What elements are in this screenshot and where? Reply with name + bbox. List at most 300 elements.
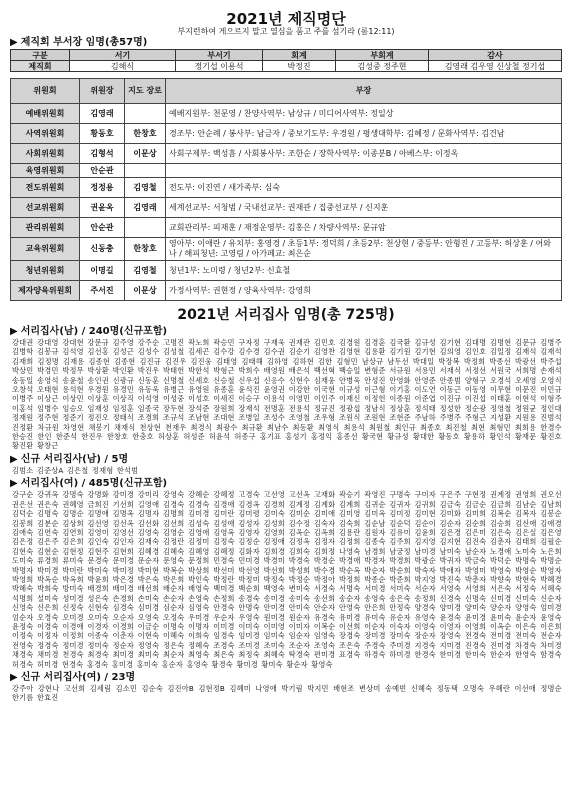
staff-header-cell: 서기 [70, 50, 176, 61]
deacon-name: 남궁정 [389, 546, 411, 556]
deacon-name: 남미숙 [439, 546, 462, 556]
deacon-name: 이상훈 [87, 394, 109, 404]
deacon-name: 홍기표 [259, 432, 282, 442]
deacon-name: 이현석 [515, 394, 537, 404]
committee-row [11, 164, 562, 178]
deacon-name: 김명자 [137, 509, 160, 519]
deacon-name: 이준엽 [414, 394, 436, 404]
deacon-name: 김애숙 [12, 527, 34, 537]
deacon-name: 김형민 [336, 356, 358, 366]
deacon-name: 박옥희 [62, 574, 84, 584]
deacon-name: 박혜숙 [12, 584, 34, 594]
department-cell: 영아부: 이애란 / 유치부: 홍영경 / 초등1부: 정덕희 / 초등2부: 천상현 / 중등부: 안형진 / 고등부: 허상훈 / 어와나 / 해피청년: 고영림 / 아가페교: 최은순 [166, 238, 562, 261]
deacon-name: 김혜숙 [162, 546, 185, 556]
deacon-name: 유경민 [112, 385, 135, 395]
deacon-name: 홍정익 [310, 432, 333, 442]
deacon-name: 서정숙 [515, 584, 537, 594]
deacon-name: 조성수 [263, 413, 285, 423]
deacon-name: 조미숙 [263, 640, 285, 650]
deacon-name: 유미숙 [364, 612, 386, 622]
deacon-name: 류미숙 [62, 556, 84, 566]
deacon-name: 오태현 [37, 385, 59, 395]
deacon-name: 최규환 [241, 422, 263, 432]
deacon-name: 김분순 [37, 518, 59, 528]
deacon-name: 김성애 [213, 518, 235, 528]
deacon-name: 정인대 [540, 403, 562, 413]
deacon-name: 박춘자 [464, 574, 487, 584]
deacon-name: 김재용 [63, 356, 85, 366]
deacon-name: 박지영 [414, 574, 436, 584]
deacon-name: 이미경 [213, 621, 235, 631]
staff-header-cell: 회계 [263, 50, 336, 61]
deacon-name: 김유미 [389, 527, 411, 537]
deacon-name: 서원국 [489, 366, 512, 376]
deacon-name: 김신애 [515, 518, 537, 528]
deacon-name: 김석영 [62, 347, 84, 357]
deacon-name: 이희숙 [188, 631, 210, 641]
deacon-name: 김연숙 [37, 527, 59, 537]
deacon-name: 임정훈 [112, 403, 135, 413]
deacon-name: 김성숙 [188, 518, 210, 528]
deacon-name: 우영숙 [238, 612, 260, 622]
deacon-name: 설미숙 [37, 593, 59, 603]
deacon-name: 유영숙 [414, 612, 436, 622]
committee-name-cell: 전도위원회 [11, 178, 80, 198]
staff-cell: 제직회 [11, 61, 70, 72]
deacon-name: 손경희 [112, 593, 135, 603]
deacon-name: 조은숙 [339, 640, 361, 650]
deacon-name: 최영숙 [188, 650, 210, 660]
deacon-name: 권오선 [540, 490, 562, 500]
deacon-name: 김재석 [515, 347, 537, 357]
deacon-name: 전경숙 [464, 631, 487, 641]
deacon-name: 권혜영 [62, 499, 84, 509]
deacon-name: 신영숙 [12, 603, 34, 613]
committee-header-cell: 위원회 [11, 79, 80, 104]
deacon-name: 손미숙 [137, 593, 160, 603]
deacon-name: 강대권 [12, 338, 34, 347]
deacon-name: 한인 [37, 432, 52, 442]
deacon-name: 조순자 [288, 640, 311, 650]
deacon-name: 허상훈 [157, 432, 180, 442]
deacon-name: 신명철 [162, 375, 185, 385]
elder-cell: 한창호 [125, 238, 166, 261]
committee-row [11, 198, 562, 218]
deacon-name: 김춘자 [489, 537, 512, 547]
deacon-name: 송순자 [339, 593, 361, 603]
deacon-name: 장미숙 [389, 631, 411, 641]
deacon-name: 한순자 [489, 650, 512, 660]
staff-header-row [11, 50, 562, 61]
deacon-name: 김경옥 [238, 499, 260, 509]
deacon-name: 김미령 [238, 509, 260, 519]
deacon-name: 황재문 [514, 432, 537, 442]
deacon-name: 오미숙 [87, 612, 109, 622]
deacon-name: 조원현 [364, 413, 386, 423]
deacon-name: 오세영 [515, 375, 537, 385]
deacon-name: 박덕순 [489, 556, 512, 566]
deacon-name: 김혜경 [137, 546, 160, 556]
deacon-name: 나영숙 [339, 546, 361, 556]
deacon-name: 이경자 [87, 621, 109, 631]
page-title: 2021년 제직명단 [226, 10, 346, 28]
deacon-name: 진미경 [489, 640, 512, 650]
committee-name-cell: 청년위원회 [11, 261, 80, 281]
deacon-name: 김숙자 [313, 518, 336, 528]
deacon-name: 유영원 [188, 385, 210, 395]
deacon-name: 김진우 [165, 356, 187, 366]
deacon-name: 심영숙 [188, 603, 210, 613]
deacon-name: 김미란 [213, 509, 235, 519]
deacon-name: 김미경 [188, 509, 210, 519]
deacon-name: 오경석 [489, 375, 512, 385]
deacon-name: 손순자 [162, 593, 185, 603]
deacon-name: 성은숙 [87, 593, 109, 603]
deacon-section-heading: ▶ 서리집사(여) / 485명(신규포함) [10, 478, 168, 490]
deacon-name: 김세곤 [188, 347, 210, 357]
deacon-name: 김선희 [162, 518, 185, 528]
deacon-name: 김성수 [137, 347, 160, 357]
committee-header-cell: 부장 [166, 79, 562, 104]
deacon-name: 문영숙 [162, 556, 185, 566]
deacon-name: 노경애 [489, 546, 512, 556]
committee-header-cell: 위원장 [80, 79, 125, 104]
deacon-name: 안종범 [439, 375, 462, 385]
deacon-name: 김영희 [263, 527, 285, 537]
elder-cell [125, 218, 166, 238]
deacon-name: 박미숙 [87, 565, 109, 575]
deacon-name: 김혜영 [188, 546, 210, 556]
deacon-name: 김복자 [515, 509, 537, 519]
deacon-name: 박미정 [112, 565, 135, 575]
elder-cell: 김영철 [125, 261, 166, 281]
deacon-name: 정상훈 [389, 403, 411, 413]
deacon-name: 윤정숙 [12, 621, 34, 631]
deacon-name: 이미자 [288, 621, 311, 631]
deacon-section-heading: ▶ 서리집사(남) / 240명(신규포함) [10, 326, 168, 337]
deacon-name: 채재식 [114, 422, 136, 432]
deacon-name: 김수권 [263, 347, 285, 357]
deacon-name: 구미자 [414, 490, 436, 500]
triangle-bullet-icon: ▶ [10, 37, 18, 48]
deacon-name: 유종훈 [213, 385, 235, 395]
deacon-name: 박미현 [137, 565, 160, 575]
deacon-name: 박광순 [414, 556, 436, 566]
deacon-name: 김문규 [515, 338, 537, 347]
chair-cell: 권윤옥 [80, 198, 125, 218]
deacon-name: 박옥순 [37, 574, 59, 584]
deacon-name: 최영식 [318, 422, 340, 432]
deacon-name: 이정희 [62, 631, 84, 641]
deacon-name: 김희정 [313, 546, 336, 556]
deacon-name: 박형근 [213, 366, 235, 376]
deacon-name: 안은희 [364, 603, 386, 613]
deacon-name: 노미숙 [515, 546, 537, 556]
deacon-name: 윤순자 [515, 612, 537, 622]
deacon-name: 박정희 [339, 574, 361, 584]
deacon-name: 고경숙 [238, 490, 260, 500]
deacon-name: 오경숙 [37, 612, 59, 622]
deacon-name: 주남하 [414, 413, 436, 423]
deacon-name: 황용하 [463, 432, 486, 442]
deacon-name: 박진우 [137, 366, 160, 376]
deacon-name: 김명애 [87, 509, 109, 519]
deacon-name: 백승일 [339, 366, 361, 376]
deacon-name: 임경숙 [213, 631, 235, 641]
deacon-name: 김수정 [288, 518, 311, 528]
deacon-name: 류경희 [37, 556, 59, 566]
deacon-name: 김인자 [112, 537, 135, 547]
deacon-name: 김경숙 [188, 499, 210, 509]
deacon-name: 신승철 [213, 375, 235, 385]
deacon-name: 이경애 [62, 621, 84, 631]
deacon-name: 임재성 [87, 403, 109, 413]
deacon-name: 용석현 [62, 385, 84, 395]
deacon-name: 안정숙 [389, 603, 411, 613]
deacon-name: 정진오 [87, 413, 109, 423]
deacon-name: 양미숙 [464, 603, 487, 613]
deacon-name: 현경숙 [61, 659, 84, 669]
deacon-name: 박경자 [364, 556, 386, 566]
deacon-name-list [12, 684, 562, 703]
department-cell: 예배지원부: 천문영 / 찬양사역부: 남상규 / 미디어사역부: 정일상 [166, 104, 562, 124]
committee-header-cell: 지도 장로 [125, 79, 166, 104]
deacon-name: 배미경 [112, 584, 135, 594]
deacon-name: 심경숙 [112, 603, 135, 613]
deacon-name: 이미숙 [238, 621, 260, 631]
deacon-name: 민미경 [238, 556, 260, 566]
deacon-name: 강미경 [112, 490, 135, 500]
deacon-name: 김현희 [112, 546, 135, 556]
deacon-name: 채봉기 [88, 422, 110, 432]
deacon-name: 심미경 [137, 603, 160, 613]
committee-row [11, 261, 562, 281]
deacon-name: 김경애 [213, 499, 235, 509]
deacon-name: 김계희 [339, 499, 361, 509]
chair-cell: 주서진 [80, 281, 125, 301]
deacon-name: 고재화 [313, 490, 336, 500]
deacon-name: 장경숙 [339, 631, 361, 641]
deacon-name: 권영희 [515, 490, 537, 500]
deacon-name: 김영미 [87, 527, 109, 537]
deacon-name: 허윤석 [208, 432, 231, 442]
deacon-name: 김순이 [414, 518, 436, 528]
deacon-name: 이은숙 [515, 621, 537, 631]
deacon-name: 이형주 [540, 394, 562, 404]
deacon-name: 황미경 [236, 659, 258, 669]
deacon-name: 송정희 [414, 593, 436, 603]
deacon-name: 황동호 [438, 432, 460, 442]
deacon-name: 함경숙 [540, 650, 562, 660]
deacon-name: 김귀순 [364, 499, 386, 509]
committee-name-cell: 제자양육위원회 [11, 281, 80, 301]
deacon-title: 2021년 서리집사 임명(총 725명) [177, 307, 395, 323]
elder-cell: 김영래 [125, 198, 166, 218]
deacon-name: 최미경 [112, 650, 135, 660]
deacon-name: 황순자 [286, 659, 308, 669]
deacon-name: 서희명 [515, 366, 537, 376]
deacon-name: 김선홍 [87, 347, 109, 357]
deacon-name: 주병주 [439, 413, 462, 423]
deacon-name: 이재신 [339, 394, 361, 404]
deacon-name: 이정헌 [364, 394, 386, 404]
deacon-name: 장영숙 [439, 631, 462, 641]
deacon-name: 정원균 [515, 403, 537, 413]
deacon-name: 김순자 [439, 518, 462, 528]
deacon-name: 김미정 [389, 509, 411, 519]
deacon-name: 전용석 [288, 403, 311, 413]
deacon-name: 김미순 [288, 509, 311, 519]
deacon-name: 남두선 [387, 356, 409, 366]
deacon-name: 구명숙 [389, 490, 411, 500]
deacon-name: 박금숙 [464, 556, 487, 566]
deacon-name: 신은희 [37, 603, 59, 613]
deacon-name: 정영철 [489, 403, 512, 413]
deacon-name: 배선희 [137, 584, 160, 594]
deacon-name: 유동욱 [137, 385, 160, 395]
deacon-name: 백순희 [238, 584, 260, 594]
committee-name-cell: 교육위원회 [11, 238, 80, 261]
deacon-name: 이경숙 [37, 621, 59, 631]
deacon-name: 김희경 [263, 546, 285, 556]
deacon-name: 신미숙 [515, 593, 537, 603]
deacon-name: 양영숙 [515, 603, 537, 613]
deacon-name: 정미숙 [87, 640, 109, 650]
deacon-name: 정재원 [12, 413, 34, 423]
triangle-bullet-icon: ▶ [10, 478, 18, 490]
deacon-name: 이진규 [439, 394, 462, 404]
deacon-name: 김영순 [162, 527, 185, 537]
committee-row [11, 124, 562, 144]
deacon-name: 이동근 [439, 385, 462, 395]
deacon-name: 박선미 [213, 565, 235, 575]
deacon-name: 남경희 [364, 546, 386, 556]
deacon-name: 송동일 [12, 375, 34, 385]
deacon-name: 임승오 [62, 403, 84, 413]
deacon-name: 김화자 [238, 546, 260, 556]
deacon-name: 박상환 [87, 366, 109, 376]
deacon-name: 임병수 [37, 403, 59, 413]
deacon-name: 박명숙 [515, 556, 537, 566]
staff-section-heading: ▶ 제직회 부서장 임명(총57명) [10, 37, 148, 48]
deacon-name: 고명진 [162, 338, 185, 347]
deacon-name: 최현 [471, 422, 486, 432]
deacon-name: 정명순 [540, 684, 562, 693]
deacon-name: 안영화 [389, 375, 411, 385]
deacon-name: 김미숙 [263, 509, 285, 519]
deacon-name: 박정숙 [263, 574, 285, 584]
deacon-name: 이순자 [364, 621, 386, 631]
deacon-name: 이강한 [288, 385, 311, 395]
deacon-name: 진범석 [540, 413, 562, 423]
deacon-name: 김의영 [439, 347, 462, 357]
deacon-name: 강대현 [62, 338, 84, 347]
deacon-name: 박상희 [188, 565, 210, 575]
committee-row [11, 178, 562, 198]
deacon-name: 신현수 [288, 375, 311, 385]
deacon-name: 기선희 [112, 499, 135, 509]
deacon-name: 황규성 [387, 432, 409, 442]
deacon-name: 박영희 [12, 574, 34, 584]
deacon-name: 김정미 [188, 537, 210, 547]
deacon-name: 강명숙 [62, 490, 84, 500]
deacon-name: 조원식 [339, 413, 361, 423]
deacon-name: 오순자 [112, 612, 135, 622]
deacon-name: 박경희 [389, 556, 411, 566]
deacon-name: 김인호 [464, 347, 487, 357]
deacon-name: 한경수 [540, 422, 562, 432]
deacon-name: 장원희 [213, 403, 235, 413]
deacon-name: 최경숙 [87, 650, 109, 660]
deacon-name: 최정숙 [238, 650, 260, 660]
staff-header-cell: 부회계 [336, 50, 429, 61]
deacon-name: 손정희 [213, 593, 235, 603]
deacon-name: 김현숙 [12, 546, 34, 556]
deacon-name: 김명숙 [37, 509, 59, 519]
chair-cell: 안순관 [80, 218, 125, 238]
department-cell: 전도부: 이진연 / 새가족부: 심숙 [166, 178, 562, 198]
deacon-name: 오영숙 [137, 612, 160, 622]
deacon-name: 안영숙 [339, 603, 361, 613]
deacon-name: 우미경 [188, 612, 210, 622]
deacon-name: 배은석 [288, 366, 311, 376]
deacon-name: 조영철 [288, 413, 311, 423]
deacon-name: 김정순 [238, 537, 260, 547]
triangle-bullet-icon: ▶ [10, 326, 18, 337]
deacon-name: 김경훈 [364, 338, 386, 347]
elder-cell: 김영철 [125, 178, 166, 198]
deacon-name: 강영숙 [162, 490, 185, 500]
deacon-name: 이세진 [213, 394, 235, 404]
deacon-name: 김종숙 [364, 537, 386, 547]
deacon-name: 곽노희 [188, 338, 210, 347]
deacon-name: 김은희 [62, 537, 84, 547]
committee-row [11, 104, 562, 124]
deacon-name: 진경숙 [464, 640, 487, 650]
deacon-name: 박영자 [540, 565, 562, 575]
deacon-name: 원미경 [263, 612, 285, 622]
deacon-name: 신순자 [540, 593, 562, 603]
deacon-name: 권계정 [489, 490, 512, 500]
deacon-name: 박광선 [514, 356, 537, 366]
deacon-name: 이진섭 [464, 394, 487, 404]
deacon-name: 김미영 [339, 509, 361, 519]
deacon-name: 박은숙 [137, 574, 160, 584]
deacon-name: 김하현 [292, 356, 314, 366]
deacon-name: 박순희 [389, 565, 411, 575]
deacon-name: 박정희 [463, 356, 486, 366]
page-subtitle: 부지런하여 게으르지 말고 열심을 품고 주를 섬기라 (롬12:11) [177, 27, 395, 36]
deacon-name: 김명현 [489, 338, 512, 347]
deacon-name: 김영선 [112, 527, 135, 537]
deacon-name: 김정희 [339, 537, 361, 547]
deacon-name: 박한석 [188, 366, 210, 376]
deacon-name: 김국환 [389, 338, 411, 347]
deacon-name: 박기림 [281, 684, 303, 693]
deacon-name: 안성진 [364, 375, 386, 385]
deacon-name: 박정무 [62, 366, 84, 376]
deacon-name: 김태희 [515, 537, 537, 547]
deacon-name: 임영숙 [313, 631, 336, 641]
deacon-name: 김주희 [389, 537, 411, 547]
deacon-name: 박은희 [162, 574, 185, 584]
deacon-name: 조미경 [238, 640, 260, 650]
staff-cell: 김영래 김우영 신상철 정기섭 [429, 61, 562, 72]
staff-cell: 김해식 [70, 61, 176, 72]
deacon-name: 박복순 [162, 565, 185, 575]
deacon-name: 서규원 [389, 366, 411, 376]
chair-cell: 신동충 [80, 238, 125, 261]
